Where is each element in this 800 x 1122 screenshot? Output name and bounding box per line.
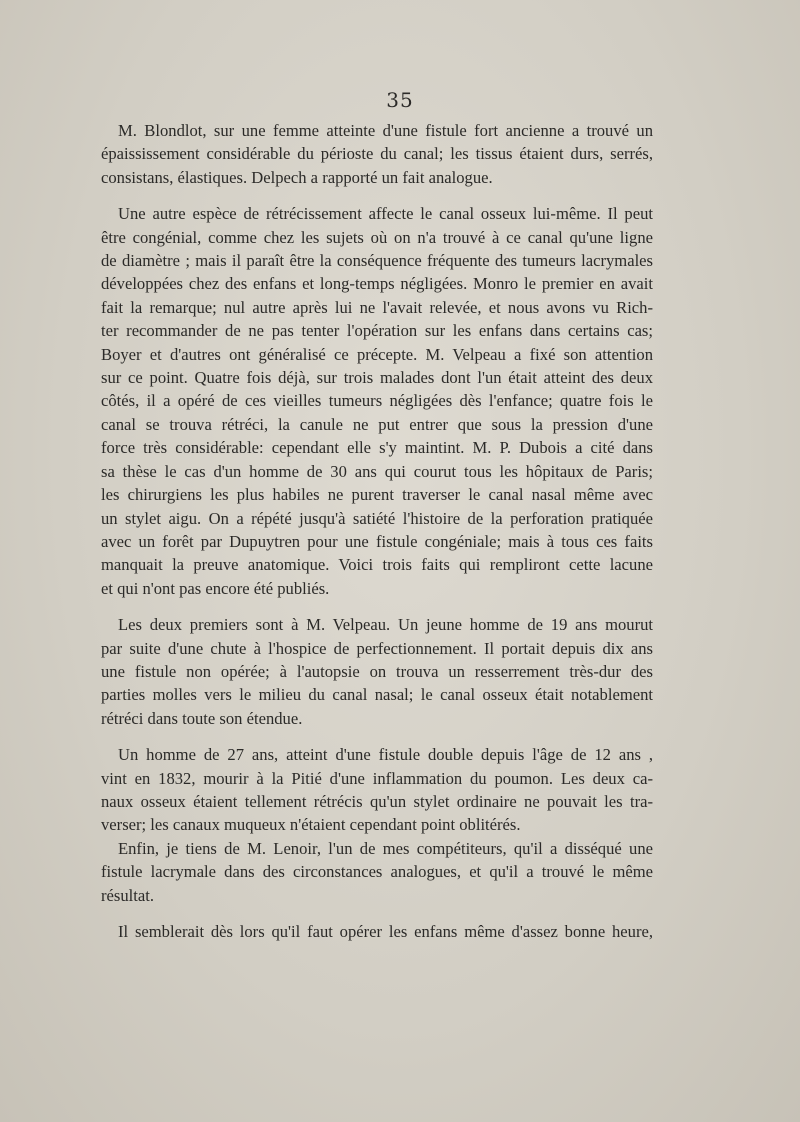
text-line: naux osseux étaient tellement rétrécis qu'un stylet ordinaire ne pouvait les tra-: [101, 791, 653, 811]
text-line: un stylet aigu. On a répété jusqu'à satiété l'histoire de la perforation pratiquée: [101, 508, 653, 528]
text-line: consistans, élastiques. Delpech a rapporté un fait analogue.: [101, 167, 493, 187]
text-line: par suite d'une chute à l'hospice de perfectionnement. Il portait depuis dix ans: [101, 638, 653, 658]
text-line: vint en 1832, mourir à la Pitié d'une inflammation du poumon. Les deux ca-: [101, 768, 653, 788]
page-number: 35: [386, 88, 414, 112]
text-line: être congénial, comme chez les sujets où on n'a trouvé à ce canal qu'une ligne: [101, 227, 653, 247]
text-line: et qui n'ont pas encore été publiés.: [101, 578, 330, 598]
text-line: de diamètre ; mais il paraît être la conséquence fréquente des tumeurs lacrymales: [101, 251, 653, 271]
text-line: rétréci dans toute son étendue.: [101, 708, 303, 728]
paragraph-3: [101, 613, 653, 730]
text-line: côtés, il a opéré de ces vieilles tumeurs négligées dès l'enfance; quatre fois le: [101, 391, 653, 411]
text-line: verser; les canaux muqueux n'étaient cependant point oblitérés.: [101, 815, 521, 835]
text-line: Boyer et d'autres ont généralisé ce précepte. M. Velpeau a fixé son attention: [101, 344, 653, 364]
text-line: sur ce point. Quatre fois déjà, sur trois malades dont l'un était atteint des deux: [101, 368, 653, 388]
text-line: force très considérable: cependant elle s'y maintint. M. P. Dubois a cité dans: [101, 438, 653, 458]
text-line: Enfin, je tiens de M. Lenoir, l'un de mes compétiteurs, qu'il a disséqué une: [118, 838, 653, 858]
body-text: [101, 119, 653, 943]
text-line: Une autre espèce de rétrécissement affecte le canal osseux lui-même. Il peut: [118, 204, 653, 224]
text-line: Un homme de 27 ans, atteint d'une fistule double depuis l'âge de 12 ans ,: [118, 745, 653, 765]
text-line: développées chez des enfans et long-temps négligées. Monro le premier en avait: [101, 274, 653, 294]
text-line: Les deux premiers sont à M. Velpeau. Un jeune homme de 19 ans mourut: [118, 615, 653, 635]
text-line: épaississement considérable du périoste du canal; les tissus étaient durs, serrés,: [101, 144, 653, 164]
text-line: Il semblerait dès lors qu'il faut opérer les enfans même d'assez bonne heure,: [118, 922, 653, 941]
paragraph-2: [101, 202, 653, 600]
text-line: résultat.: [101, 885, 154, 905]
text-line: une fistule non opérée; à l'autopsie on trouva un resserrement très-dur des: [101, 661, 653, 681]
text-line: parties molles vers le milieu du canal nasal; le canal osseux était notablement: [101, 685, 653, 705]
paragraph-1: [101, 119, 653, 189]
paragraph-6: [101, 920, 653, 943]
text-line: les chirurgiens les plus habiles ne purent traverser le canal nasal même avec: [101, 485, 653, 505]
text-line: avec un forêt par Dupuytren pour une fistule congéniale; mais à tous ces faits: [101, 531, 653, 551]
text-line: sa thèse le cas d'un homme de 30 ans qui courut tous les hôpitaux de Paris;: [101, 461, 653, 481]
text-line: M. Blondlot, sur une femme atteinte d'une fistule fort ancienne a trouvé un: [118, 121, 653, 140]
text-line: canal se trouva rétréci, la canule ne put entrer que sous la pression d'une: [101, 414, 653, 434]
paragraph-5: [101, 837, 653, 907]
text-line: fait la remarque; nul autre après lui ne l'avait relevée, et nous avons vu Rich-: [101, 297, 653, 317]
paragraph-4: [101, 743, 653, 837]
text-line: ter recommander de ne pas tenter l'opération sur les enfans dans certains cas;: [101, 321, 653, 341]
text-line: fistule lacrymale dans des circonstances analogues, et qu'il a trouvé le même: [101, 862, 653, 882]
text-line: manquait la preuve anatomique. Voici trois faits qui rempliront cette lacune: [101, 555, 653, 575]
